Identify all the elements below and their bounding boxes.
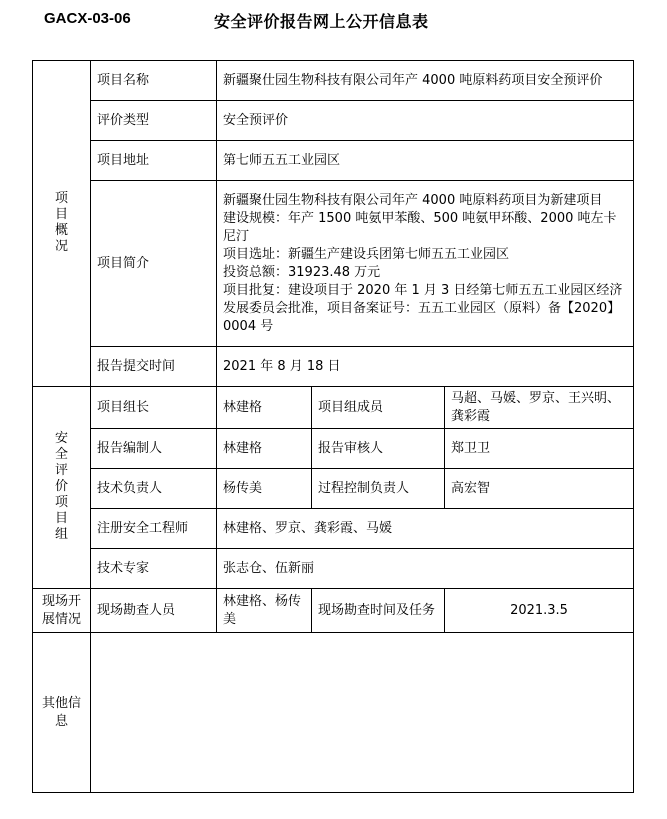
row-eval-type	[33, 101, 634, 141]
value-site-staff: 林建格、杨传美	[217, 589, 312, 633]
value-intro	[217, 181, 634, 347]
intro-line: 建设规模：年产 1500 吨氨甲苯酸、500 吨氨甲环酸、2000 吨左卡尼汀	[223, 210, 617, 244]
value-eval-type: 安全预评价	[217, 101, 634, 141]
value-members: 马超、马媛、罗京、王兴明、龚彩霞	[445, 387, 634, 429]
label-site-time: 现场勘查时间及任务	[312, 589, 445, 633]
label-other: 其他信息	[33, 633, 91, 793]
row-project-name	[33, 61, 634, 101]
label-site-staff: 现场勘查人员	[91, 589, 217, 633]
value-engineers: 林建格、罗京、龚彩霞、马媛	[217, 509, 634, 549]
row-engineers	[33, 509, 634, 549]
value-leader: 林建格	[217, 387, 312, 429]
intro-line: 新疆聚仕园生物科技有限公司年产 4000 吨原料药项目为新建项目	[223, 192, 603, 208]
row-intro	[33, 181, 634, 347]
value-submit-time: 2021 年 8 月 18 日	[217, 347, 634, 387]
intro-line: 项目批复：建设项目于 2020 年 1 月 3 日经第七师五五工业园区经济发展委员会批准，项目备案证号：五五工业园区（原料）备【2020】0004 号	[223, 282, 623, 334]
label-author: 报告编制人	[91, 429, 217, 469]
row-submit-time	[33, 347, 634, 387]
intro-line: 项目选址：新疆生产建设兵团第七师五五工业园区	[223, 246, 510, 262]
group-label: 安全评价项目组	[54, 431, 68, 542]
group-project-overview	[33, 61, 91, 387]
row-leader	[33, 387, 634, 429]
intro-line: 投资总额：31923.48 万元	[223, 264, 381, 280]
label-process-control: 过程控制负责人	[312, 469, 445, 509]
value-process-control: 高宏智	[445, 469, 634, 509]
label-reviewer: 报告审核人	[312, 429, 445, 469]
value-author: 林建格	[217, 429, 312, 469]
label-intro: 项目简介	[91, 181, 217, 347]
value-site-time: 2021.3.5	[445, 589, 634, 633]
row-address	[33, 141, 634, 181]
value-other	[91, 633, 634, 793]
value-tech-lead: 杨传美	[217, 469, 312, 509]
row-tech-lead	[33, 469, 634, 509]
label-eval-type: 评价类型	[91, 101, 217, 141]
label-members: 项目组成员	[312, 387, 445, 429]
group-label: 项目概况	[54, 191, 68, 254]
document-title: 安全评价报告网上公开信息表	[214, 12, 429, 31]
group-site: 现场开展情况	[33, 589, 91, 633]
value-address: 第七师五五工业园区	[217, 141, 634, 181]
value-project-name: 新疆聚仕园生物科技有限公司年产 4000 吨原料药项目安全预评价	[217, 61, 634, 101]
label-address: 项目地址	[91, 141, 217, 181]
document-code: GACX-03-06	[44, 10, 131, 27]
value-experts: 张志仓、伍新丽	[217, 549, 634, 589]
label-project-name: 项目名称	[91, 61, 217, 101]
row-experts	[33, 549, 634, 589]
value-reviewer: 郑卫卫	[445, 429, 634, 469]
label-experts: 技术专家	[91, 549, 217, 589]
group-eval-team	[33, 387, 91, 589]
row-site-survey	[33, 589, 634, 633]
row-other	[33, 633, 634, 793]
info-table	[32, 60, 634, 793]
label-tech-lead: 技术负责人	[91, 469, 217, 509]
label-leader: 项目组长	[91, 387, 217, 429]
row-author	[33, 429, 634, 469]
label-engineers: 注册安全工程师	[91, 509, 217, 549]
label-submit-time: 报告提交时间	[91, 347, 217, 387]
